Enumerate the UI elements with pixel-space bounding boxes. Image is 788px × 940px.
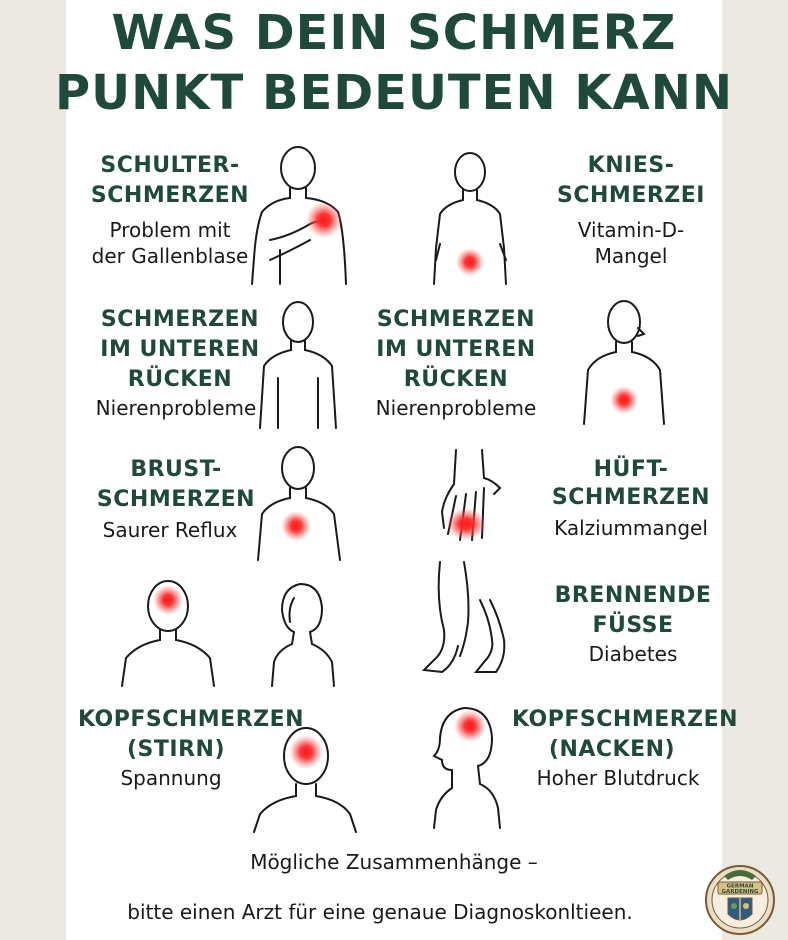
headache-forehead-heading-2: (STIRN) [127,737,225,762]
german-gardening-logo [702,860,778,936]
headache-forehead-heading-1: KOPFSCHMERZEN [77,707,305,732]
hip-heading-1: HÜFT- [593,457,669,482]
hand-figure [436,448,506,546]
footer-line-2: bitte einen Arzt für eine genaue Diagnoskonltieen. [127,900,633,924]
knee-desc-2: Mangel [594,244,668,268]
pain-spot [454,710,486,742]
feet-figure [420,560,510,678]
lower-back-left-heading-2: IM UNTEREN [100,337,260,362]
lower-back-center-desc: Nierenprobleme [375,396,537,420]
lower-back-left-desc: Nierenprobleme [95,396,257,420]
lower-back-center-heading-2: IM UNTEREN [376,337,536,362]
back-figure-right [576,298,672,428]
head-figure-side [270,578,340,688]
pain-spot [610,386,638,414]
lower-back-center-heading-3: RÜCKEN [403,367,509,392]
head-figure-neck [430,704,510,830]
knee-heading-1: KNIES- [587,153,675,178]
knee-desc-1: Vitamin-D- [577,218,685,242]
pain-spot [281,511,311,541]
shoulder-figure [250,140,360,288]
back-figure-left [250,298,346,430]
feet-desc: Diabetes [588,642,678,666]
lower-back-left-heading-1: SCHMERZEN [100,307,260,332]
feet-heading-2: FÜSSE [592,613,674,638]
hip-heading-2: SCHMERZEN [551,485,711,510]
footer-line-1: Mögliche Zusammenhänge – [250,850,538,874]
shoulder-heading-1: SCHULTER- [100,153,240,178]
head-figure-front [118,578,218,688]
logo-text-2: GARDENING [721,889,759,895]
headache-neck-heading-2: (NACKEN) [548,737,676,762]
pain-spot [456,248,484,276]
chest-figure [250,444,350,562]
chest-desc: Saurer Reflux [102,518,238,542]
shoulder-desc-2: der Gallenblase [91,244,249,268]
knee-heading-2: SCHMERZEI [557,183,705,208]
headache-neck-heading-1: KOPFSCHMERZEN [512,707,739,732]
logo-text-1: GERMAN [726,883,754,890]
headache-forehead-desc: Spannung [120,766,222,790]
pain-spot [446,508,486,540]
lower-back-left-heading-3: RÜCKEN [127,367,233,392]
lower-back-center-heading-1: SCHMERZEN [376,307,536,332]
pain-spot [306,202,342,238]
shoulder-heading-2: SCHMERZEN [90,183,250,208]
headache-neck-desc: Hoher Blutdruck [536,766,700,790]
pain-spot [153,585,183,615]
head-figure-forehead [250,722,360,834]
lower-back-figure-top [422,148,522,288]
pain-spot [289,735,323,769]
chest-heading-1: BRUST- [130,457,222,482]
chest-heading-2: SCHMERZEN [96,487,256,512]
feet-heading-1: BRENNENDE [554,583,712,608]
title-line-1: WAS DEIN SCHMERZ [111,5,677,61]
title-line-2: PUNKT BEDEUTEN KANN [54,65,734,121]
hip-desc: Kalziummangel [554,516,708,540]
shoulder-desc-1: Problem mit [109,218,231,242]
